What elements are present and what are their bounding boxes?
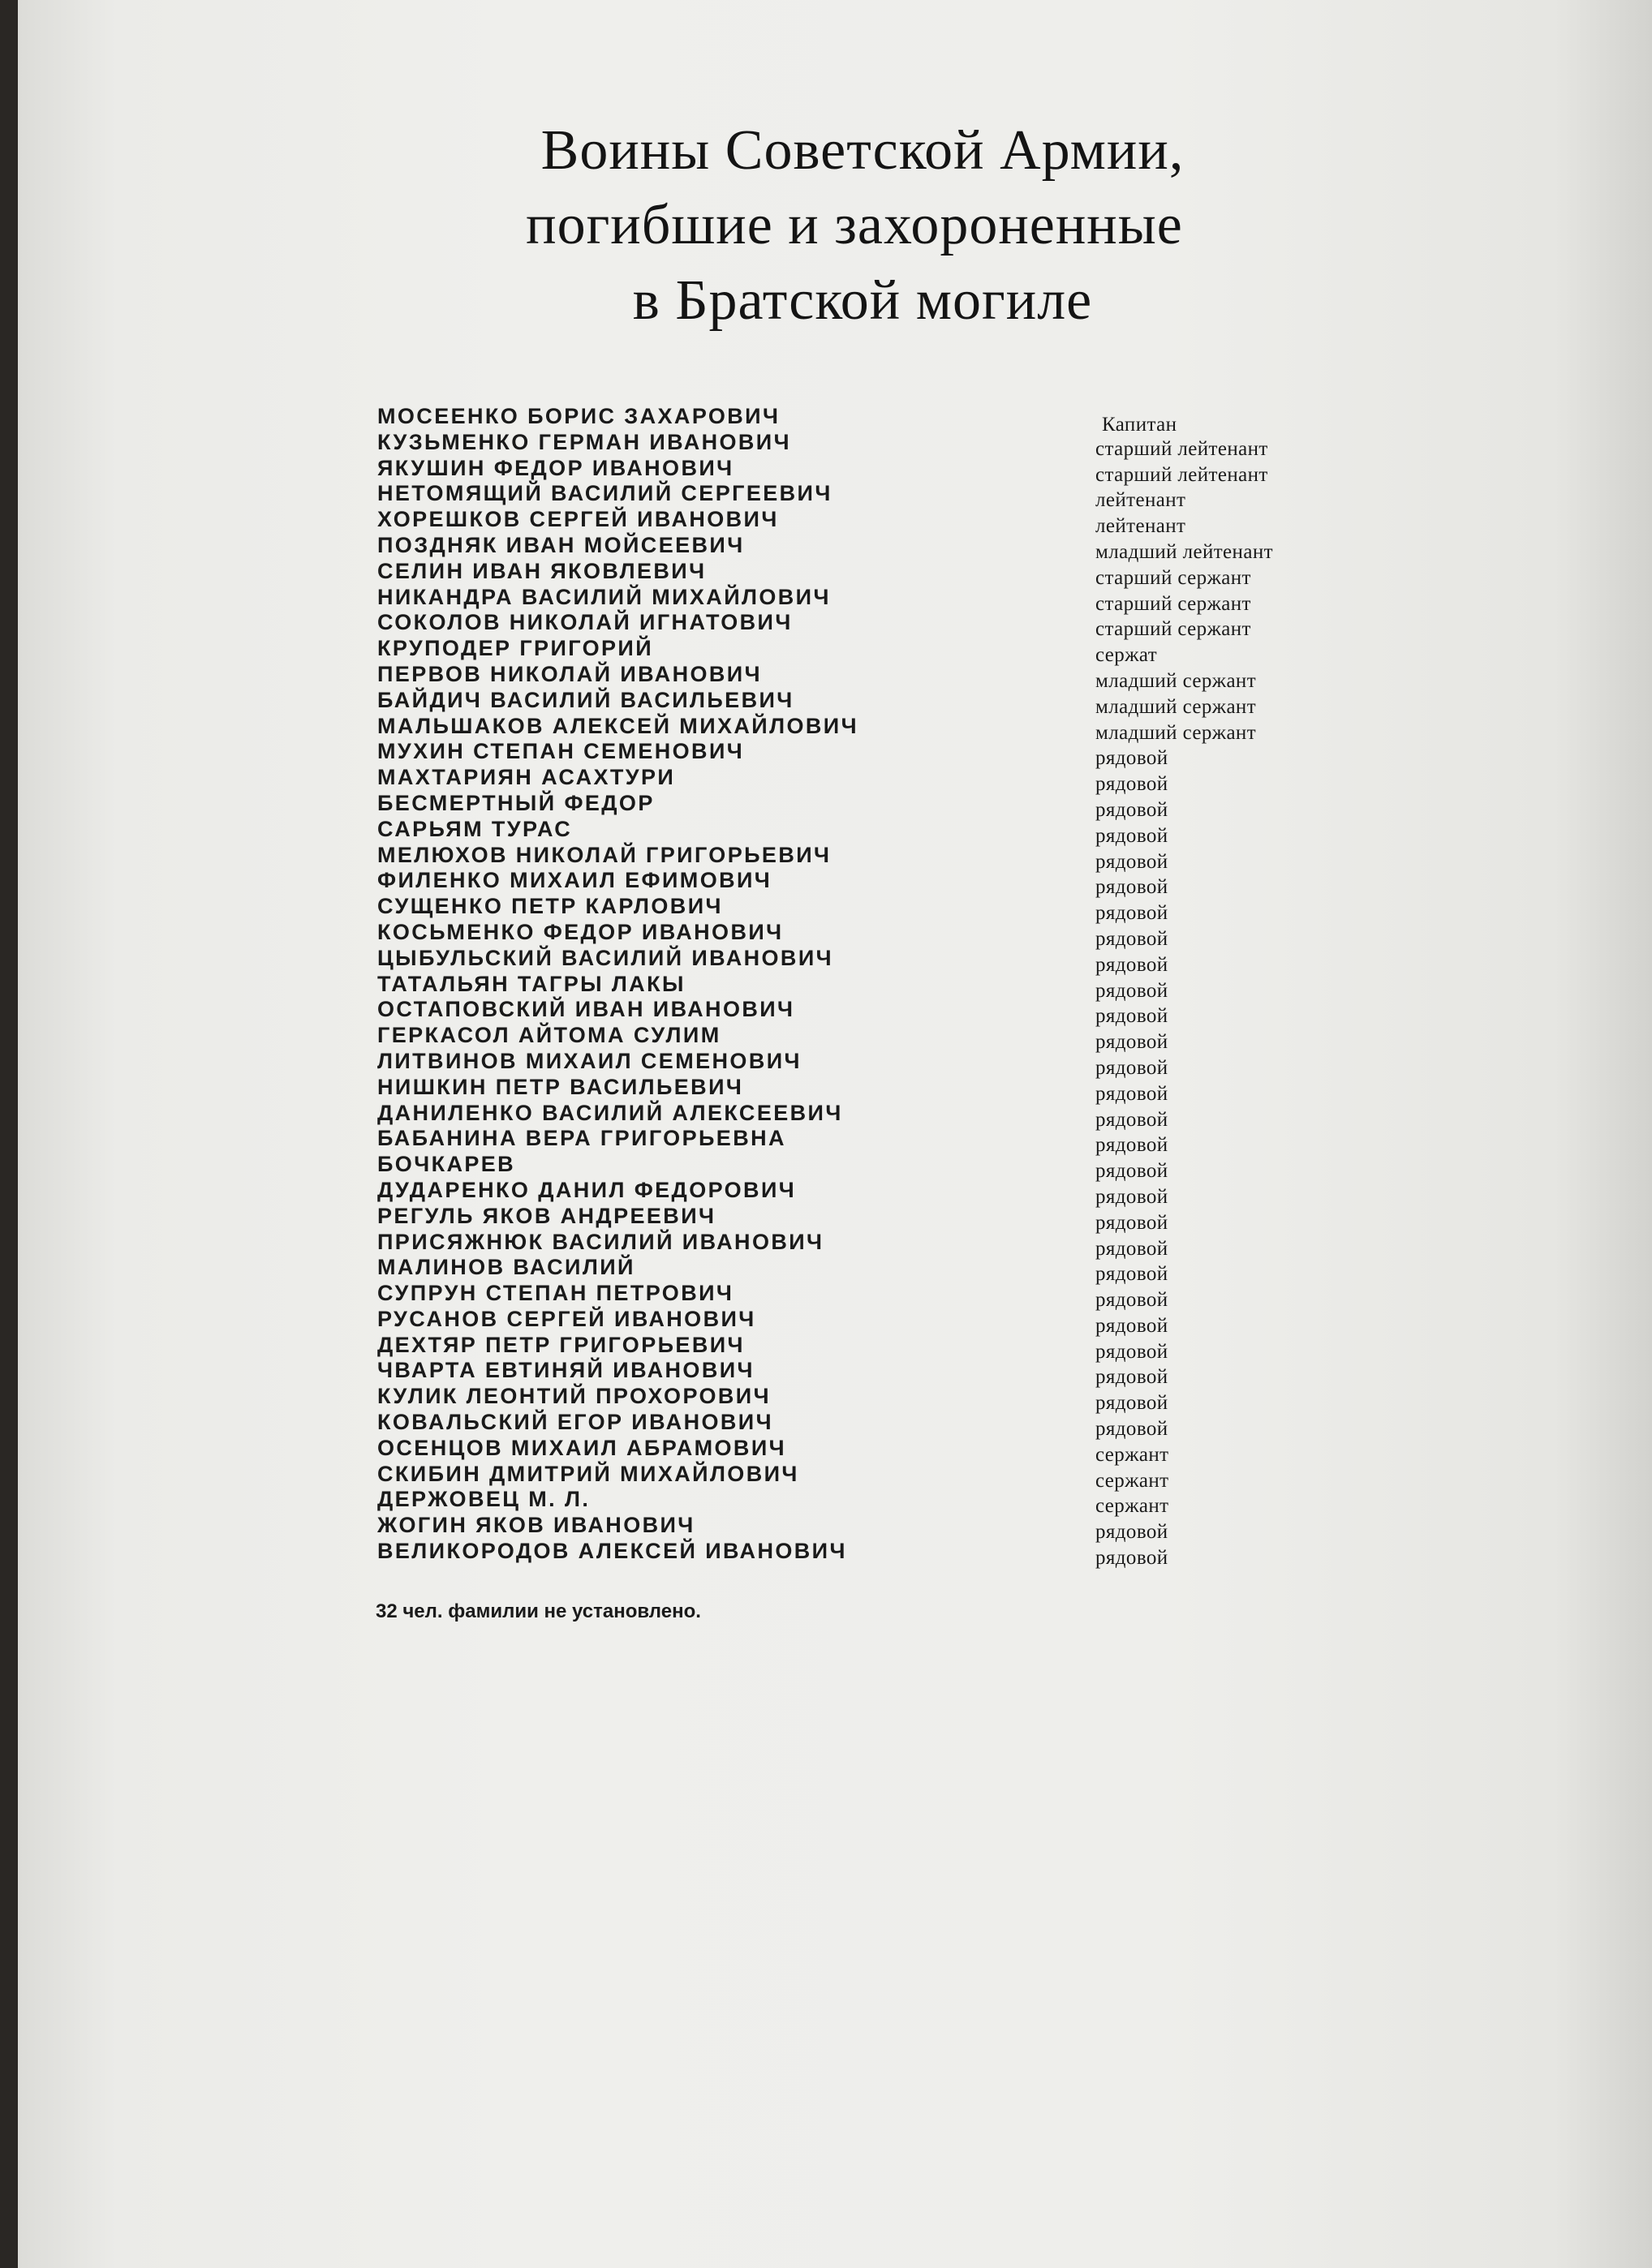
soldier-name: КОВАЛЬСКИЙ ЕГОР ИВАНОВИЧ bbox=[377, 1410, 773, 1435]
soldier-rank: младший лейтенант bbox=[1095, 540, 1273, 563]
soldier-name: ГЕРКАСОЛ АЙТОМА СУЛИМ bbox=[377, 1023, 721, 1048]
soldier-name: СКИБИН ДМИТРИЙ МИХАЙЛОВИЧ bbox=[377, 1461, 799, 1486]
soldier-name: МАЛЬШАКОВ АЛЕКСЕЙ МИХАЙЛОВИЧ bbox=[377, 713, 858, 738]
soldier-rank: сержант bbox=[1095, 1443, 1169, 1466]
roster-row bbox=[377, 765, 1351, 796]
soldier-rank: рядовой bbox=[1095, 1056, 1168, 1079]
soldier-name: МАХТАРИЯН АСАХТУРИ bbox=[377, 765, 676, 790]
roster-row bbox=[377, 1358, 1351, 1389]
soldier-name: ОСТАПОВСКИЙ ИВАН ИВАНОВИЧ bbox=[377, 997, 795, 1022]
soldier-name: МЕЛЮХОВ НИКОЛАЙ ГРИГОРЬЕВИЧ bbox=[377, 842, 832, 867]
soldier-rank: рядовой bbox=[1095, 747, 1168, 770]
title-line: Воины Советской Армии, bbox=[540, 119, 1185, 182]
soldier-name: НИКАНДРА ВАСИЛИЙ МИХАЙЛОВИЧ bbox=[377, 584, 831, 609]
soldier-name: БОЧКАРЕВ bbox=[377, 1152, 516, 1177]
soldier-name: ДЕХТЯР ПЕТР ГРИГОРЬЕВИЧ bbox=[377, 1332, 745, 1357]
soldier-name: ДЕРЖОВЕЦ М. Л. bbox=[377, 1487, 591, 1512]
roster-row bbox=[377, 919, 1351, 950]
roster-row bbox=[377, 1435, 1351, 1466]
roster-row bbox=[377, 610, 1351, 641]
soldier-rank: старший сержант bbox=[1095, 566, 1251, 589]
roster-row bbox=[377, 429, 1351, 460]
soldier-rank: младший сержант bbox=[1095, 721, 1257, 744]
soldier-rank: рядовой bbox=[1095, 1547, 1168, 1570]
roster-row bbox=[377, 713, 1351, 744]
roster-row bbox=[377, 868, 1351, 899]
title-line: погибшие и захороненные bbox=[526, 194, 1183, 257]
soldier-rank: лейтенант bbox=[1095, 515, 1186, 538]
roster-row bbox=[377, 945, 1351, 976]
soldier-rank: Капитан bbox=[1102, 414, 1177, 436]
soldier-name: ЖОГИН ЯКОВ ИВАНОВИЧ bbox=[377, 1513, 695, 1538]
soldier-rank: сержант bbox=[1095, 1469, 1169, 1492]
soldier-rank: младший сержант bbox=[1095, 695, 1257, 718]
soldier-rank: рядовой bbox=[1095, 850, 1168, 873]
roster-row bbox=[377, 1487, 1351, 1518]
soldier-rank: рядовой bbox=[1095, 979, 1168, 1002]
soldier-name: КУЛИК ЛЕОНТИЙ ПРОХОРОВИЧ bbox=[377, 1384, 771, 1409]
soldier-name: ДАНИЛЕНКО ВАСИЛИЙ АЛЕКСЕЕВИЧ bbox=[377, 1100, 843, 1125]
soldier-name: ДУДАРЕНКО ДАНИЛ ФЕДОРОВИЧ bbox=[377, 1177, 797, 1202]
soldier-name: РЕГУЛЬ ЯКОВ АНДРЕЕВИЧ bbox=[377, 1203, 716, 1228]
soldier-rank: старший лейтенант bbox=[1095, 437, 1268, 460]
soldier-rank: рядовой bbox=[1095, 1289, 1168, 1312]
soldier-name: МАЛИНОВ ВАСИЛИЙ bbox=[377, 1255, 635, 1280]
soldier-rank: рядовой bbox=[1095, 1082, 1168, 1105]
roster-row bbox=[377, 790, 1351, 821]
soldier-name: ПОЗДНЯК ИВАН МОЙСЕЕВИЧ bbox=[377, 532, 745, 557]
roster-row bbox=[377, 1513, 1351, 1544]
roster-row bbox=[377, 1152, 1351, 1183]
soldier-rank: рядовой bbox=[1095, 1263, 1168, 1286]
soldier-name: СУЩЕНКО ПЕТР КАРЛОВИЧ bbox=[377, 894, 723, 919]
soldier-rank: рядовой bbox=[1095, 1108, 1168, 1131]
roster-row bbox=[377, 997, 1351, 1028]
soldier-rank: рядовой bbox=[1095, 1160, 1168, 1183]
roster-row bbox=[377, 894, 1351, 925]
soldier-name: ЛИТВИНОВ МИХАИЛ СЕМЕНОВИЧ bbox=[377, 1048, 802, 1073]
soldier-name: МУХИН СТЕПАН СЕМЕНОВИЧ bbox=[377, 739, 745, 764]
soldier-rank: рядовой bbox=[1095, 1211, 1168, 1234]
roster-row bbox=[377, 1384, 1351, 1415]
roster-row bbox=[377, 842, 1351, 873]
roster-row bbox=[377, 1461, 1351, 1492]
soldier-name: ЦЫБУЛЬСКИЙ ВАСИЛИЙ ИВАНОВИЧ bbox=[377, 945, 834, 970]
soldier-rank: старший лейтенант bbox=[1095, 463, 1268, 486]
soldier-rank: рядовой bbox=[1095, 798, 1168, 821]
soldier-rank: сержант bbox=[1095, 1495, 1169, 1518]
soldier-name: ПЕРВОВ НИКОЛАЙ ИВАНОВИЧ bbox=[377, 661, 762, 686]
roster-row bbox=[377, 481, 1351, 512]
roster-row bbox=[377, 636, 1351, 667]
roster-row bbox=[377, 1410, 1351, 1441]
soldier-name: ЧВАРТА ЕВТИНЯЙ ИВАНОВИЧ bbox=[377, 1358, 755, 1383]
roster-row bbox=[377, 1306, 1351, 1337]
soldier-name: КРУПОДЕР ГРИГОРИЙ bbox=[377, 636, 654, 661]
soldier-rank: старший сержант bbox=[1095, 592, 1251, 615]
soldier-name: БАБАНИНА ВЕРА ГРИГОРЬЕВНА bbox=[377, 1126, 786, 1151]
soldier-rank: рядовой bbox=[1095, 1031, 1168, 1054]
roster-row bbox=[377, 971, 1351, 1002]
soldier-name: РУСАНОВ СЕРГЕЙ ИВАНОВИЧ bbox=[377, 1306, 756, 1331]
soldier-name: СОКОЛОВ НИКОЛАЙ ИГНАТОВИЧ bbox=[377, 610, 793, 635]
soldier-name: КУЗЬМЕНКО ГЕРМАН ИВАНОВИЧ bbox=[377, 429, 791, 454]
title-line: в Братской могиле bbox=[632, 268, 1093, 332]
soldier-rank: старший сержант bbox=[1095, 618, 1251, 641]
roster-row bbox=[377, 1203, 1351, 1234]
soldier-name: СУПРУН СТЕПАН ПЕТРОВИЧ bbox=[377, 1281, 734, 1306]
soldier-rank: рядовой bbox=[1095, 824, 1168, 847]
soldier-rank: рядовой bbox=[1095, 902, 1168, 925]
roster-row bbox=[377, 739, 1351, 770]
soldier-rank: рядовой bbox=[1095, 1392, 1168, 1415]
soldier-name: ФИЛЕНКО МИХАИЛ ЕФИМОВИЧ bbox=[377, 868, 772, 893]
roster-row bbox=[377, 1023, 1351, 1054]
roster-row bbox=[377, 558, 1351, 589]
roster-row bbox=[377, 1229, 1351, 1260]
soldier-rank: рядовой bbox=[1095, 1185, 1168, 1208]
soldier-rank: рядовой bbox=[1095, 927, 1168, 950]
page-title bbox=[0, 114, 1652, 338]
roster-row bbox=[377, 532, 1351, 563]
soldier-rank: рядовой bbox=[1095, 1314, 1168, 1337]
soldier-rank: сержат bbox=[1095, 644, 1158, 667]
soldier-rank: лейтенант bbox=[1095, 489, 1186, 512]
soldier-name: БЕСМЕРТНЫЙ ФЕДОР bbox=[377, 790, 655, 815]
soldier-name: ОСЕНЦОВ МИХАИЛ АБРАМОВИЧ bbox=[377, 1435, 786, 1460]
roster-row bbox=[377, 455, 1351, 486]
roster-row bbox=[377, 1048, 1351, 1079]
roster-row bbox=[377, 1539, 1351, 1570]
roster-row bbox=[377, 404, 1351, 436]
soldier-name: НИШКИН ПЕТР ВАСИЛЬЕВИЧ bbox=[377, 1074, 744, 1099]
roster-row bbox=[377, 1177, 1351, 1208]
roster-row bbox=[377, 661, 1351, 692]
soldier-rank: рядовой bbox=[1095, 1340, 1168, 1363]
soldier-name: МОСЕЕНКО БОРИС ЗАХАРОВИЧ bbox=[377, 404, 781, 428]
soldier-rank: рядовой bbox=[1095, 1521, 1168, 1544]
roster-row bbox=[377, 1100, 1351, 1131]
soldier-name: КОСЬМЕНКО ФЕДОР ИВАНОВИЧ bbox=[377, 919, 784, 944]
soldier-name: ХОРЕШКОВ СЕРГЕЙ ИВАНОВИЧ bbox=[377, 507, 779, 532]
soldier-rank: рядовой bbox=[1095, 876, 1168, 899]
roster-list bbox=[377, 404, 1351, 1570]
soldier-rank: рядовой bbox=[1095, 1418, 1168, 1441]
roster-row bbox=[377, 584, 1351, 615]
roster-row bbox=[377, 687, 1351, 718]
soldier-name: БАЙДИЧ ВАСИЛИЙ ВАСИЛЬЕВИЧ bbox=[377, 687, 794, 712]
soldier-name: ПРИСЯЖНЮК ВАСИЛИЙ ИВАНОВИЧ bbox=[377, 1229, 824, 1254]
roster-row bbox=[377, 1126, 1351, 1157]
roster-row bbox=[377, 1281, 1351, 1312]
roster-row bbox=[377, 507, 1351, 538]
soldier-name: ВЕЛИКОРОДОВ АЛЕКСЕЙ ИВАНОВИЧ bbox=[377, 1539, 847, 1564]
soldier-rank: рядовой bbox=[1095, 1366, 1168, 1389]
roster-row bbox=[377, 816, 1351, 847]
soldier-name: ТАТАЛЬЯН ТАГРЫ ЛАКЫ bbox=[377, 971, 686, 996]
soldier-name: СЕЛИН ИВАН ЯКОВЛЕВИЧ bbox=[377, 558, 707, 583]
soldier-rank: рядовой bbox=[1095, 1005, 1168, 1028]
soldier-rank: рядовой bbox=[1095, 1237, 1168, 1260]
footnote: 32 чел. фамилии не установлено. bbox=[376, 1600, 701, 1622]
roster-row bbox=[377, 1255, 1351, 1286]
soldier-rank: рядовой bbox=[1095, 773, 1168, 796]
soldier-name: САРЬЯМ ТУРАС bbox=[377, 816, 573, 841]
soldier-rank: младший сержант bbox=[1095, 669, 1257, 692]
soldier-rank: рядовой bbox=[1095, 1134, 1168, 1157]
roster-row bbox=[377, 1332, 1351, 1363]
soldier-name: НЕТОМЯЩИЙ ВАСИЛИЙ СЕРГЕЕВИЧ bbox=[377, 481, 832, 506]
soldier-rank: рядовой bbox=[1095, 953, 1168, 976]
roster-row bbox=[377, 1074, 1351, 1105]
soldier-name: ЯКУШИН ФЕДОР ИВАНОВИЧ bbox=[377, 455, 734, 480]
